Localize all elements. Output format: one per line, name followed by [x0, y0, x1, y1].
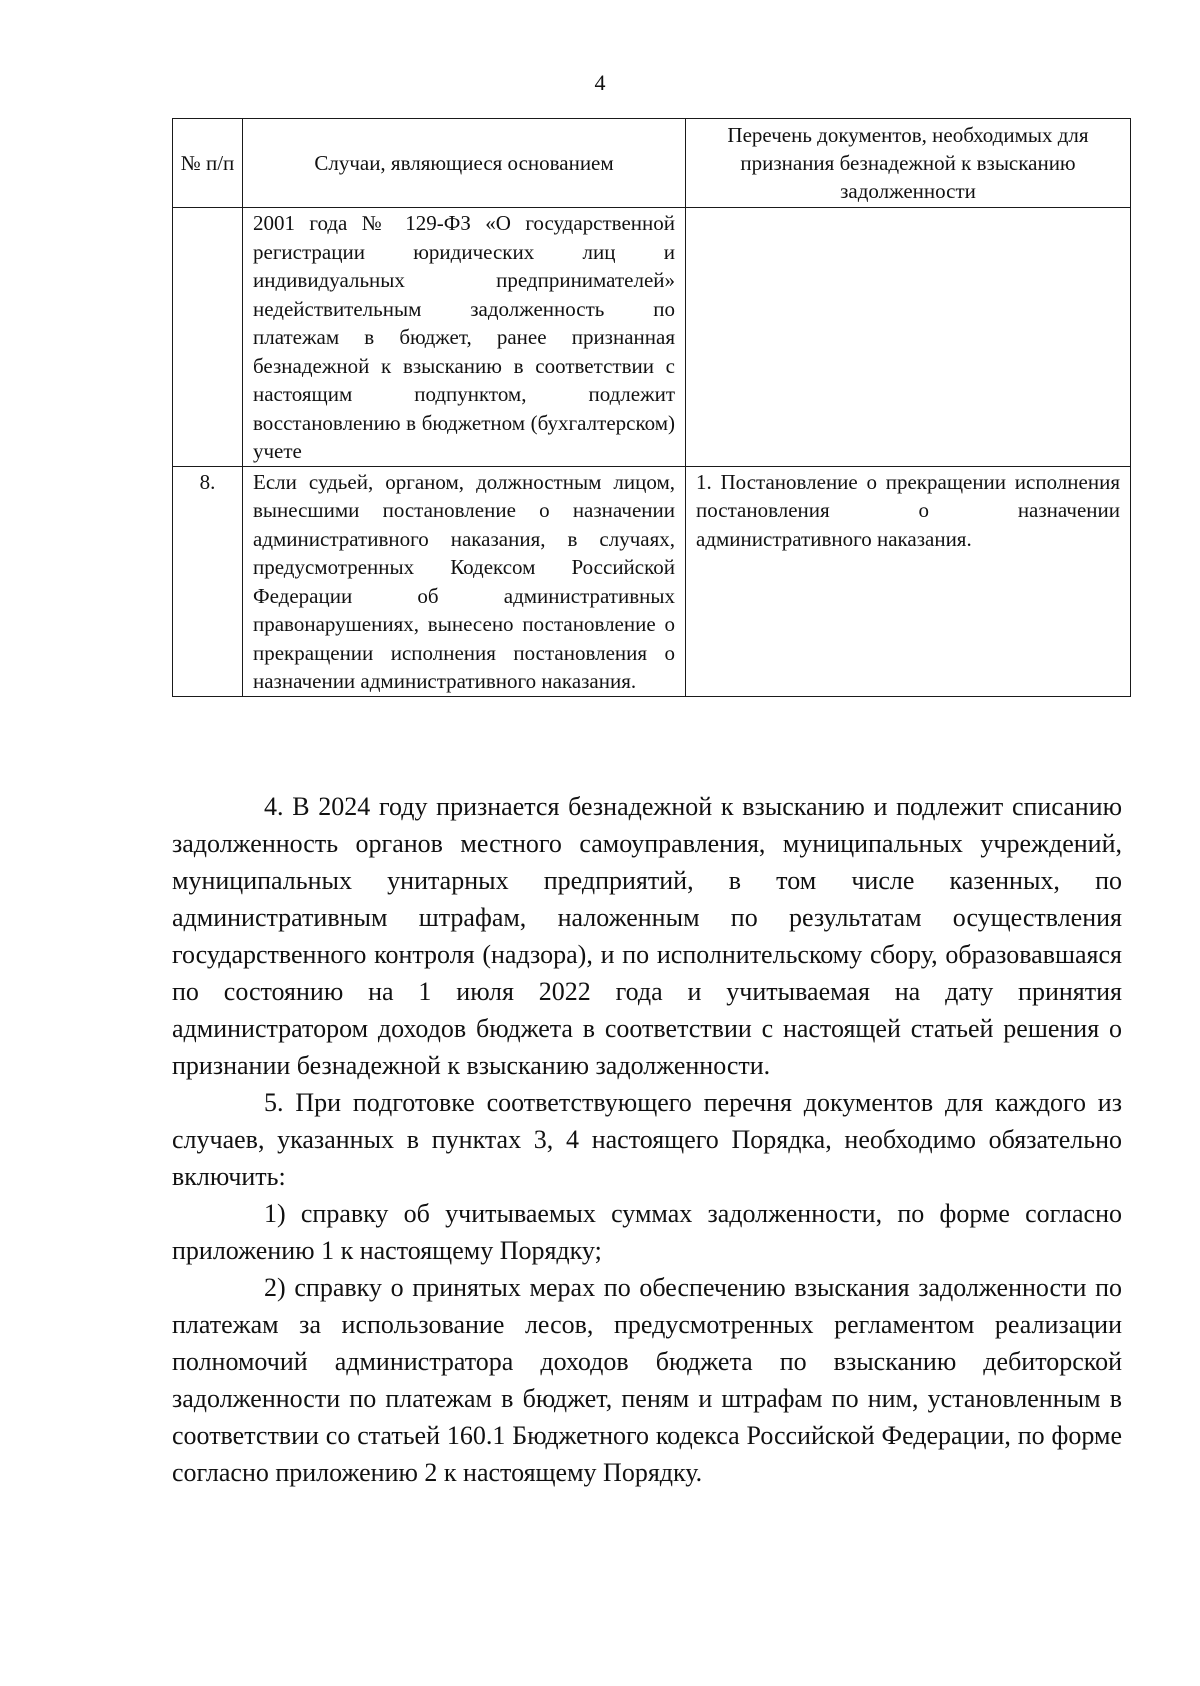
page-number: 4: [594, 70, 606, 95]
row-documents: [686, 208, 1131, 467]
body-text: [172, 788, 1122, 1491]
row-number: [173, 208, 243, 467]
row-documents: 1. Постановление о прекращении исполнения постановления о назначении административного наказания.: [686, 466, 1131, 696]
table-row: [173, 208, 1131, 467]
paragraph-subitem-2: 2) справку о принятых мерах по обеспечению взыскания задолженности по платежам за использование лесов, предусмотренных регламентом реализации полномочий администратора доходов бюджета по взысканию дебиторской задолженности по платежам в бюджет, пеням и штрафам по ним, установленным в соответствии со статьей 160.1 Бюджетного кодекса Российской Федерации, по форме согласно приложению 2 к настоящему Порядку.: [172, 1273, 1122, 1487]
header-cases: Случаи, являющиеся основанием: [243, 119, 686, 208]
row-case: 2001 года № 129-ФЗ «О государственной регистрации юридических лиц и индивидуальных предпринимателей» недействительным задолженность по платежам в бюджет, ранее признанная безнадежной к взысканию в соответствии с настоящим подпунктом, подлежит восстановлению в бюджетном (бухгалтерском) учете: [243, 208, 686, 467]
header-documents: Перечень документов, необходимых для признания безнадежной к взысканию задолженности: [686, 119, 1131, 208]
row-case: Если судьей, органом, должностным лицом, вынесшими постановление о назначении административного наказания, в случаях, предусмотренных Кодексом Российской Федерации об административных правонарушениях, вынесено постановление о прекращении исполнения постановления о назначении административного наказания.: [243, 466, 686, 696]
header-number: № п/п: [173, 119, 243, 208]
paragraph-item-4: 4. В 2024 году признается безнадежной к взысканию и подлежит списанию задолженность органов местного самоуправления, муниципальных учреждений, муниципальных унитарных предприятий, в том числе казенных, по административным штрафам, наложенным по результатам осуществления государственного контроля (надзора), и по исполнительскому сбору, образовавшаяся по состоянию на 1 июля 2022 года и учитываемая на дату принятия администратором доходов бюджета в соответствии с настоящей статьей решения о признании безнадежной к взысканию задолженности.: [172, 792, 1122, 1080]
table-header-row: [173, 119, 1131, 208]
row-number: 8.: [173, 466, 243, 696]
paragraph-subitem-1: 1) справку об учитываемых суммах задолженности, по форме согласно приложению 1 к настоящему Порядку;: [172, 1199, 1122, 1265]
documents-table: [172, 118, 1131, 697]
table-row: [173, 466, 1131, 696]
paragraph-item-5: 5. При подготовке соответствующего перечня документов для каждого из случаев, указанных в пунктах 3, 4 настоящего Порядка, необходимо обязательно включить:: [172, 1088, 1122, 1191]
